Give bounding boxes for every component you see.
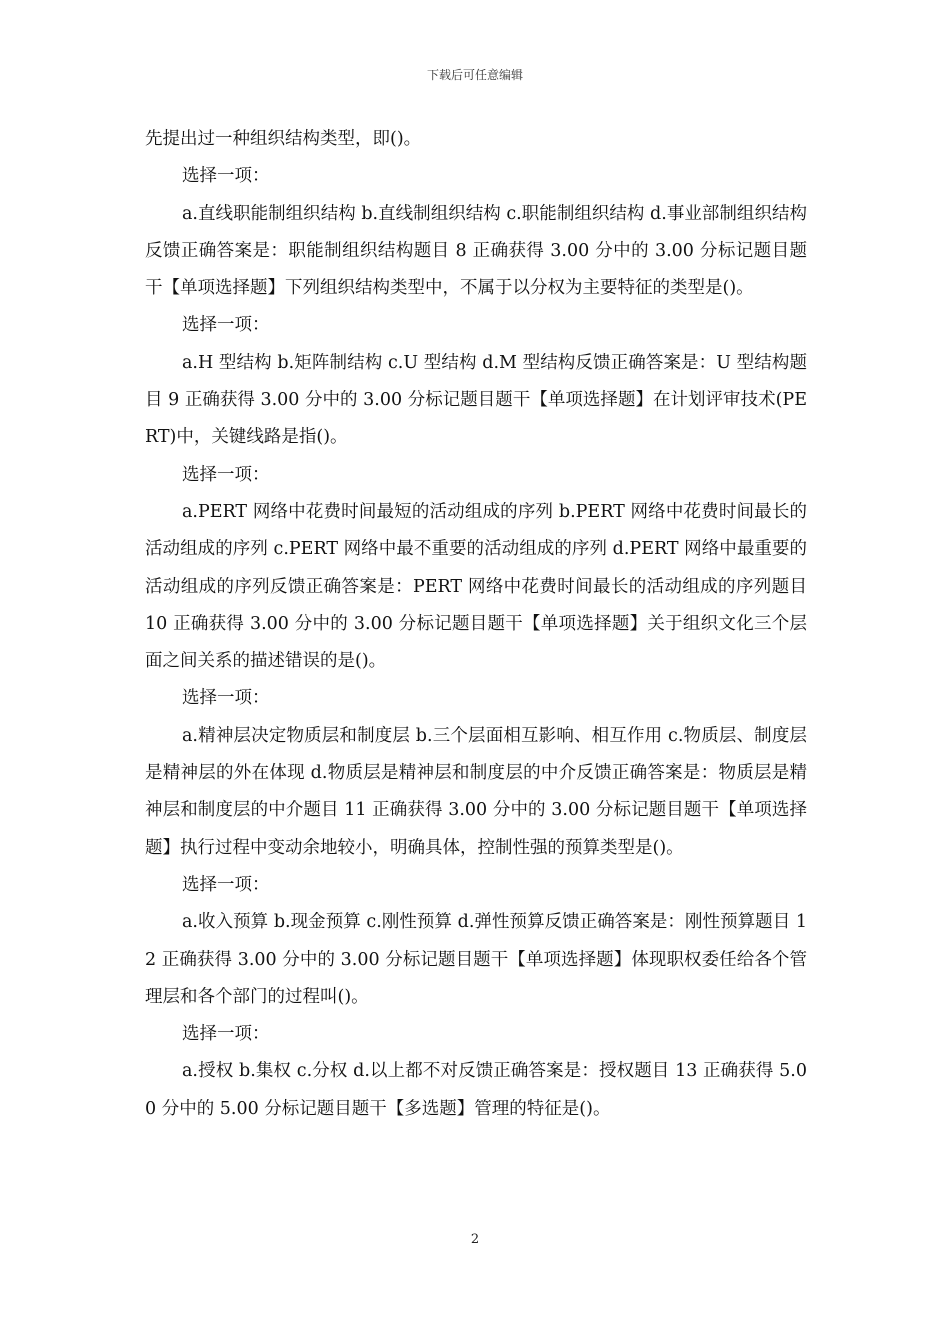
paragraph-choose-one: 选择一项：: [182, 1024, 270, 1045]
page-number: 2: [470, 1232, 480, 1247]
page-header: 下载后可任意编辑: [426, 68, 523, 82]
paragraph-options-q8: a.H 型结构 b.矩阵制结构 c.U 型结构 d.M 型结构反馈正确答案是：U 型结构题目 9 正确获得 3.00 分中的 3.00 分标记题目题干【单项选择题】在计划评审技术(PERT)中，关键线路是指()。: [145, 352, 807, 448]
paragraph-options-q9: a.PERT 网络中花费时间最短的活动组成的序列 b.PERT 网络中花费时间最长的活动组成的序列 c.PERT 网络中最不重要的活动组成的序列 d.PERT 网络中最重要的活动组成的序列反馈正确答案是：PERT 网络中花费时间最长的活动组成的序列题目 10 正确获得 3.00 分中的 3.00 分标记题目题干【单项选择题】关于组织文化三个层面之间关系的描述错误的是()。: [145, 501, 807, 672]
paragraph-options-q11: a.收入预算 b.现金预算 c.刚性预算 d.弹性预算反馈正确答案是：刚性预算题目 12 正确获得 3.00 分中的 3.00 分标记题目题干【单项选择题】体现职权委任给各个管理层和各个部门的过程叫()。: [145, 912, 807, 1007]
paragraph-choose-one: 选择一项：: [182, 464, 270, 485]
paragraph-options-q12: a.授权 b.集权 c.分权 d.以上都不对反馈正确答案是：授权题目 13 正确获得 5.00 分中的 5.00 分标记题目题干【多选题】管理的特征是()。: [145, 1061, 807, 1119]
paragraph-options-q7: a.直线职能制组织结构 b.直线制组织结构 c.职能制组织结构 d.事业部制组织结构反馈正确答案是：职能制组织结构题目 8 正确获得 3.00 分中的 3.00 分标记题目题干【单项选择题】下列组织结构类型中，不属于以分权为主要特征的类型是()。: [145, 203, 807, 299]
paragraph-question-continuation: 先提出过一种组织结构类型，即()。: [145, 129, 422, 149]
paragraph-choose-one: 选择一项：: [182, 315, 270, 336]
paragraph-choose-one: 选择一项：: [182, 166, 270, 187]
document-body: [145, 121, 807, 1128]
paragraph-options-q10: a.精神层决定物质层和制度层 b.三个层面相互影响、相互作用 c.物质层、制度层是精神层的外在体现 d.物质层是精神层和制度层的中介反馈正确答案是：物质层是精神层和制度层的中介题目 11 正确获得 3.00 分中的 3.00 分标记题目题干【单项选择题】执行过程中变动余地较小，明确具体，控制性强的预算类型是()。: [145, 725, 807, 858]
paragraph-choose-one: 选择一项：: [182, 874, 270, 895]
paragraph-choose-one: 选择一项：: [182, 688, 270, 709]
